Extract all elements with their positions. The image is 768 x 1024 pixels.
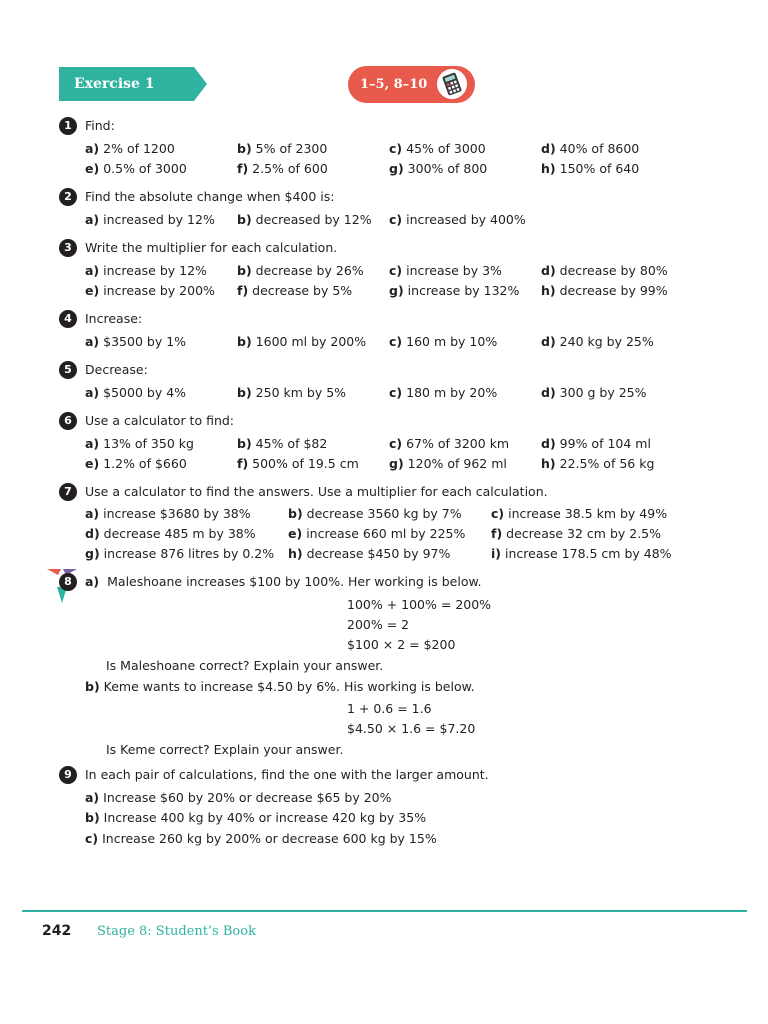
part-text: increase 178.5 cm by 48%	[505, 546, 672, 561]
part-label: b)	[237, 263, 252, 278]
part-text: 45% of $82	[255, 436, 328, 451]
part-label: a)	[85, 506, 100, 521]
part-label: c)	[389, 436, 403, 451]
part-label: b)	[237, 436, 252, 451]
question-part	[541, 436, 651, 452]
question-part	[85, 161, 187, 177]
banner-arrow	[194, 67, 207, 101]
question-part	[237, 141, 327, 157]
part-label: a)	[85, 334, 100, 349]
question-part	[237, 161, 328, 177]
question-part	[389, 283, 519, 299]
part-text: $5000 by 4%	[103, 385, 187, 400]
part-text: decrease 3560 kg by 7%	[306, 506, 462, 521]
working-line: 200% = 2	[347, 617, 410, 632]
part-label: b)	[85, 679, 100, 694]
question-part	[389, 436, 509, 452]
part-text: increase 660 ml by 225%	[306, 526, 466, 541]
part-text: Increase 400 kg by 40% or increase 420 kg by 35%	[103, 810, 427, 825]
part-label: i)	[491, 546, 501, 561]
question-part	[85, 810, 426, 826]
question-prompt: Use a calculator to find:	[85, 413, 235, 428]
part-text: 180 m by 20%	[406, 385, 498, 400]
question-part	[237, 385, 346, 401]
part-text: increase by 3%	[406, 263, 502, 278]
part-text: 0.5% of 3000	[103, 161, 187, 176]
part-text: 99% of 104 ml	[559, 436, 651, 451]
part-text: 150% of 640	[559, 161, 640, 176]
question-part	[237, 456, 359, 472]
part-label: g)	[389, 456, 404, 471]
question-part	[85, 385, 186, 401]
question-part	[85, 546, 274, 562]
part-text: 120% of 962 ml	[407, 456, 507, 471]
question-part	[491, 546, 672, 562]
question-part	[541, 456, 654, 472]
question-part	[288, 506, 462, 522]
part-label: f)	[491, 526, 503, 541]
part-label: e)	[85, 283, 100, 298]
question-part	[85, 212, 215, 228]
question-part	[389, 385, 497, 401]
question-part	[491, 506, 667, 522]
part-label: c)	[389, 263, 403, 278]
working-line: 100% + 100% = 200%	[347, 597, 492, 612]
question-prompt: In each pair of calculations, find the one with the larger amount.	[85, 767, 489, 782]
question-part	[491, 526, 661, 542]
part-label: b)	[288, 506, 303, 521]
part-label: a)	[85, 385, 100, 400]
question-part	[85, 526, 256, 542]
question-number: 8	[59, 573, 77, 591]
question-part	[288, 546, 450, 562]
part-text: 2.5% of 600	[252, 161, 328, 176]
page-number: 242	[42, 923, 72, 939]
question-part	[237, 436, 327, 452]
part-text: 1600 ml by 200%	[255, 334, 367, 349]
question-part	[85, 141, 175, 157]
question-prompt: Use a calculator to find the answers. Use a multiplier for each calculation.	[85, 484, 548, 499]
question-part	[237, 283, 352, 299]
part-text: 13% of 350 kg	[103, 436, 194, 451]
part-text: decrease by 26%	[255, 263, 364, 278]
question-prompt: Decrease:	[85, 362, 148, 377]
question-prompt: Write the multiplier for each calculation.	[85, 240, 338, 255]
part-label: h)	[541, 283, 556, 298]
part-text: 45% of 3000	[406, 141, 486, 156]
part-label: d)	[541, 436, 556, 451]
part-label: a)	[85, 436, 100, 451]
exercise-banner	[59, 67, 194, 101]
part-text: increased by 400%	[406, 212, 526, 227]
question-part	[85, 506, 251, 522]
question-number: 5	[59, 361, 77, 379]
question-part	[288, 526, 465, 542]
question-part	[85, 283, 215, 299]
part-text: decrease by 80%	[559, 263, 668, 278]
question-part	[541, 283, 668, 299]
part-text: Increase 260 kg by 200% or decrease 600 kg by 15%	[102, 831, 437, 846]
part-label: g)	[85, 546, 100, 561]
part-label: e)	[85, 161, 100, 176]
question-part	[389, 161, 487, 177]
part-label: b)	[85, 810, 100, 825]
part-text: 5% of 2300	[255, 141, 328, 156]
question-number: 6	[59, 412, 77, 430]
question-number: 4	[59, 310, 77, 328]
working-line: 1 + 0.6 = 1.6	[347, 701, 432, 716]
part-text: decrease 485 m by 38%	[103, 526, 256, 541]
part-label: a)	[85, 212, 100, 227]
question-part	[237, 212, 372, 228]
question-part	[541, 141, 639, 157]
part-label: c)	[389, 385, 403, 400]
part-label: f)	[237, 456, 249, 471]
question-part	[389, 334, 497, 350]
part-text: Maleshoane increases $100 by 100%. Her working is below.	[107, 574, 482, 589]
working-line: $4.50 × 1.6 = $7.20	[347, 721, 476, 736]
part-label: d)	[541, 263, 556, 278]
part-label: c)	[491, 506, 505, 521]
part-label: g)	[389, 283, 404, 298]
part-text: 2% of 1200	[103, 141, 175, 156]
part-text: 250 km by 5%	[255, 385, 347, 400]
part-text: Keme wants to increase $4.50 by 6%. His working is below.	[103, 679, 475, 694]
part-label: h)	[541, 456, 556, 471]
calculator-icon	[437, 69, 467, 99]
part-label: e)	[288, 526, 303, 541]
footer-rule	[22, 910, 747, 912]
part-label: b)	[237, 334, 252, 349]
question-part	[389, 456, 507, 472]
question-range-label: 1–5, 8–10	[360, 77, 428, 92]
question-number: 9	[59, 766, 77, 784]
part-label: e)	[85, 456, 100, 471]
part-label: c)	[389, 334, 403, 349]
part-label: g)	[389, 161, 404, 176]
part-label: a)	[85, 141, 100, 156]
part-text: 500% of 19.5 cm	[252, 456, 359, 471]
part-label: h)	[288, 546, 303, 561]
question-part	[85, 679, 475, 695]
question-part	[85, 574, 482, 590]
question-prompt: Find the absolute change when $400 is:	[85, 189, 335, 204]
part-text: increase 876 litres by 0.2%	[103, 546, 275, 561]
part-text: increased by 12%	[103, 212, 215, 227]
question-part	[389, 212, 526, 228]
part-text: 67% of 3200 km	[406, 436, 510, 451]
question-number: 7	[59, 483, 77, 501]
part-label: b)	[237, 212, 252, 227]
part-text: decrease 32 cm by 2.5%	[506, 526, 662, 541]
part-text: 300% of 800	[407, 161, 488, 176]
part-text: 1.2% of $660	[103, 456, 187, 471]
part-text: decreased by 12%	[255, 212, 372, 227]
part-label: b)	[237, 141, 252, 156]
part-label: d)	[85, 526, 100, 541]
part-text: decrease $450 by 97%	[306, 546, 451, 561]
question-part	[85, 831, 437, 847]
part-label: d)	[541, 334, 556, 349]
question-prompt: Find:	[85, 118, 115, 133]
part-text: 160 m by 10%	[406, 334, 498, 349]
part-label: c)	[85, 831, 99, 846]
question-part	[541, 385, 647, 401]
part-label: a)	[85, 790, 100, 805]
follow-up-question: Is Keme correct? Explain your answer.	[106, 742, 344, 757]
question-number: 2	[59, 188, 77, 206]
part-text: decrease by 99%	[559, 283, 668, 298]
exercise-title: Exercise 1	[74, 76, 155, 92]
part-text: increase $3680 by 38%	[103, 506, 251, 521]
part-label: d)	[541, 385, 556, 400]
working-line: $100 × 2 = $200	[347, 637, 456, 652]
part-label: b)	[237, 385, 252, 400]
part-text: decrease by 5%	[252, 283, 353, 298]
part-label: h)	[541, 161, 556, 176]
part-text: increase by 200%	[103, 283, 215, 298]
part-label: d)	[541, 141, 556, 156]
question-part	[541, 263, 668, 279]
follow-up-question: Is Maleshoane correct? Explain your answer.	[106, 658, 384, 673]
part-text: 300 g by 25%	[559, 385, 647, 400]
part-label: c)	[389, 212, 403, 227]
question-part	[85, 456, 187, 472]
question-part	[389, 263, 502, 279]
part-label: a)	[85, 574, 100, 589]
question-part	[85, 790, 392, 806]
question-number: 3	[59, 239, 77, 257]
question-part	[389, 141, 486, 157]
part-text: increase 38.5 km by 49%	[508, 506, 668, 521]
question-part	[85, 436, 194, 452]
part-label: f)	[237, 161, 249, 176]
question-part	[541, 334, 654, 350]
question-part	[237, 263, 364, 279]
book-title: Stage 8: Student’s Book	[97, 924, 256, 939]
question-part	[85, 263, 207, 279]
question-prompt: Increase:	[85, 311, 143, 326]
part-text: Increase $60 by 20% or decrease $65 by 20%	[103, 790, 392, 805]
part-text: 240 kg by 25%	[559, 334, 654, 349]
part-label: a)	[85, 263, 100, 278]
part-text: $3500 by 1%	[103, 334, 187, 349]
part-label: c)	[389, 141, 403, 156]
part-label: f)	[237, 283, 249, 298]
question-number: 1	[59, 117, 77, 135]
question-part	[541, 161, 639, 177]
part-text: increase by 12%	[103, 263, 207, 278]
question-part	[85, 334, 186, 350]
part-text: 22.5% of 56 kg	[559, 456, 655, 471]
part-text: 40% of 8600	[559, 141, 640, 156]
question-part	[237, 334, 366, 350]
part-text: increase by 132%	[407, 283, 520, 298]
